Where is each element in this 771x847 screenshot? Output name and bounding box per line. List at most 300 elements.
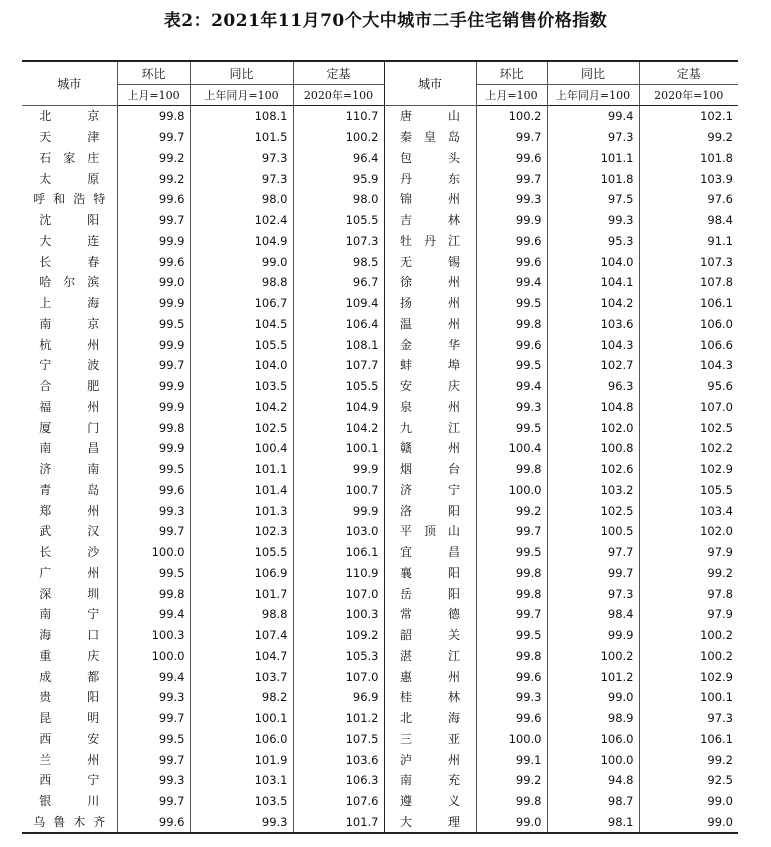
yoy-value-left: 103.5	[190, 376, 293, 397]
city-name-right	[384, 210, 476, 231]
city-label: 牡丹江	[400, 233, 460, 248]
yoy-value-left: 106.0	[190, 729, 293, 750]
yoy-value-right: 94.8	[547, 770, 639, 791]
fixed-value-left: 105.3	[293, 646, 384, 667]
city-name-right	[384, 604, 476, 625]
city-label: 海口	[39, 628, 100, 643]
city-name-left	[22, 480, 117, 501]
yoy-value-left: 99.0	[190, 251, 293, 272]
mom-value-left: 99.6	[117, 812, 190, 834]
table-row	[22, 583, 738, 604]
fixed-value-right: 97.6	[639, 189, 738, 210]
yoy-value-right: 104.8	[547, 397, 639, 418]
header-mom-base-left: 上月=100	[117, 85, 190, 106]
mom-value-right: 99.4	[476, 272, 547, 293]
mom-value-right: 99.6	[476, 251, 547, 272]
city-name-right	[384, 168, 476, 189]
city-label: 北京	[39, 109, 100, 124]
fixed-value-right: 97.9	[639, 604, 738, 625]
city-label: 包头	[400, 150, 460, 165]
yoy-value-left: 103.7	[190, 666, 293, 687]
city-label: 岳阳	[400, 586, 460, 601]
city-name-right	[384, 293, 476, 314]
yoy-value-right: 103.2	[547, 480, 639, 501]
city-label: 泸州	[400, 752, 460, 767]
yoy-value-left: 104.7	[190, 646, 293, 667]
yoy-value-right: 99.7	[547, 563, 639, 584]
fixed-value-left: 96.4	[293, 148, 384, 169]
mom-value-right: 99.5	[476, 355, 547, 376]
mom-value-left: 99.0	[117, 272, 190, 293]
city-label: 徐州	[400, 275, 460, 290]
city-label: 济宁	[400, 482, 460, 497]
mom-value-left: 99.9	[117, 376, 190, 397]
yoy-value-left: 101.5	[190, 127, 293, 148]
city-name-right	[384, 334, 476, 355]
fixed-value-left: 110.9	[293, 563, 384, 584]
city-label: 常德	[400, 607, 460, 622]
city-name-left	[22, 583, 117, 604]
mom-value-right: 99.7	[476, 127, 547, 148]
mom-value-right: 99.1	[476, 749, 547, 770]
mom-value-right: 99.8	[476, 459, 547, 480]
city-name-left	[22, 749, 117, 770]
city-name-right	[384, 749, 476, 770]
yoy-value-left: 105.5	[190, 334, 293, 355]
fixed-value-right: 107.3	[639, 251, 738, 272]
yoy-value-left: 101.1	[190, 459, 293, 480]
table-row	[22, 646, 738, 667]
city-name-right	[384, 500, 476, 521]
city-label: 青岛	[39, 482, 100, 497]
fixed-value-right: 106.1	[639, 729, 738, 750]
fixed-value-left: 96.9	[293, 687, 384, 708]
table-row	[22, 625, 738, 646]
fixed-value-right: 102.9	[639, 666, 738, 687]
city-name-left	[22, 417, 117, 438]
table-title: 表2：2021年11月70个大中城市二手住宅销售价格指数	[163, 11, 608, 31]
city-name-left	[22, 272, 117, 293]
table-row	[22, 729, 738, 750]
city-label: 宁波	[39, 358, 100, 373]
header-fixed-base-left: 2020年=100	[293, 85, 384, 106]
city-label: 福州	[39, 399, 100, 414]
yoy-value-right: 100.8	[547, 438, 639, 459]
city-name-right	[384, 438, 476, 459]
city-label: 温州	[400, 316, 460, 331]
header-yoy-base-left: 上年同月=100	[190, 85, 293, 106]
fixed-value-left: 107.3	[293, 231, 384, 252]
city-name-right	[384, 272, 476, 293]
yoy-value-right: 98.9	[547, 708, 639, 729]
yoy-value-right: 99.4	[547, 106, 639, 127]
mom-value-left: 99.7	[117, 521, 190, 542]
mom-value-left: 99.3	[117, 500, 190, 521]
table-row	[22, 189, 738, 210]
table-row	[22, 272, 738, 293]
city-name-left	[22, 210, 117, 231]
mom-value-right: 99.2	[476, 770, 547, 791]
yoy-value-right: 98.4	[547, 604, 639, 625]
yoy-value-left: 100.4	[190, 438, 293, 459]
city-label: 上海	[39, 296, 100, 311]
mom-value-left: 99.2	[117, 148, 190, 169]
fixed-value-left: 98.5	[293, 251, 384, 272]
fixed-value-right: 102.9	[639, 459, 738, 480]
city-label: 襄阳	[400, 565, 460, 580]
mom-value-left: 99.7	[117, 791, 190, 812]
city-label: 锦州	[400, 192, 460, 207]
city-label: 太原	[39, 171, 100, 186]
yoy-value-left: 98.0	[190, 189, 293, 210]
fixed-value-right: 99.2	[639, 563, 738, 584]
mom-value-right: 99.8	[476, 646, 547, 667]
mom-value-left: 100.0	[117, 646, 190, 667]
city-name-left	[22, 791, 117, 812]
table-row	[22, 334, 738, 355]
mom-value-right: 99.8	[476, 583, 547, 604]
header-city-right: 城市	[384, 61, 476, 106]
yoy-value-left: 101.9	[190, 749, 293, 770]
city-name-right	[384, 376, 476, 397]
table-row	[22, 749, 738, 770]
mom-value-right: 99.8	[476, 314, 547, 335]
yoy-value-left: 106.7	[190, 293, 293, 314]
city-label: 石家庄	[39, 150, 100, 165]
header-fixed-left: 定基	[293, 61, 384, 85]
fixed-value-left: 106.4	[293, 314, 384, 335]
yoy-value-right: 99.9	[547, 625, 639, 646]
yoy-value-right: 101.2	[547, 666, 639, 687]
city-name-left	[22, 148, 117, 169]
city-label: 三亚	[400, 731, 460, 746]
table-row	[22, 397, 738, 418]
city-name-left	[22, 563, 117, 584]
yoy-value-left: 98.2	[190, 687, 293, 708]
mom-value-right: 99.5	[476, 625, 547, 646]
table-row	[22, 604, 738, 625]
city-label: 南昌	[39, 441, 100, 456]
mom-value-left: 99.8	[117, 417, 190, 438]
city-name-left	[22, 106, 117, 127]
city-label: 沈阳	[39, 213, 100, 228]
table-row	[22, 708, 738, 729]
yoy-value-left: 108.1	[190, 106, 293, 127]
header-mom-base-right: 上月=100	[476, 85, 547, 106]
fixed-value-right: 102.2	[639, 438, 738, 459]
fixed-value-right: 102.0	[639, 521, 738, 542]
city-label: 武汉	[39, 524, 100, 539]
city-label: 西安	[39, 731, 100, 746]
fixed-value-right: 100.2	[639, 646, 738, 667]
mom-value-left: 99.9	[117, 293, 190, 314]
city-label: 唐山	[400, 109, 460, 124]
yoy-value-right: 99.0	[547, 687, 639, 708]
fixed-value-left: 101.7	[293, 812, 384, 834]
fixed-value-right: 103.4	[639, 500, 738, 521]
city-label: 成都	[39, 669, 100, 684]
fixed-value-right: 97.9	[639, 542, 738, 563]
mom-value-left: 99.7	[117, 708, 190, 729]
city-label: 长沙	[39, 545, 100, 560]
fixed-value-left: 110.7	[293, 106, 384, 127]
fixed-value-right: 92.5	[639, 770, 738, 791]
fixed-value-left: 107.7	[293, 355, 384, 376]
yoy-value-left: 100.1	[190, 708, 293, 729]
fixed-value-left: 100.2	[293, 127, 384, 148]
city-label: 郑州	[39, 503, 100, 518]
header-yoy-right: 同比	[547, 61, 639, 85]
yoy-value-right: 99.3	[547, 210, 639, 231]
fixed-value-left: 106.3	[293, 770, 384, 791]
city-name-right	[384, 251, 476, 272]
yoy-value-right: 102.0	[547, 417, 639, 438]
header-yoy-left: 同比	[190, 61, 293, 85]
city-label: 湛江	[400, 648, 460, 663]
mom-value-right: 99.9	[476, 210, 547, 231]
city-name-right	[384, 583, 476, 604]
city-name-left	[22, 127, 117, 148]
mom-value-right: 100.0	[476, 480, 547, 501]
mom-value-right: 99.5	[476, 293, 547, 314]
mom-value-left: 99.8	[117, 583, 190, 604]
fixed-value-left: 98.0	[293, 189, 384, 210]
city-name-left	[22, 293, 117, 314]
fixed-value-right: 106.1	[639, 293, 738, 314]
yoy-value-left: 107.4	[190, 625, 293, 646]
yoy-value-left: 102.4	[190, 210, 293, 231]
city-label: 合肥	[39, 379, 100, 394]
table-row	[22, 376, 738, 397]
city-name-left	[22, 376, 117, 397]
fixed-value-left: 99.9	[293, 500, 384, 521]
table-body	[22, 106, 738, 834]
table-row	[22, 251, 738, 272]
table-row	[22, 127, 738, 148]
city-name-right	[384, 625, 476, 646]
fixed-value-left: 107.5	[293, 729, 384, 750]
mom-value-left: 99.7	[117, 210, 190, 231]
city-label: 遵义	[400, 794, 460, 809]
city-name-right	[384, 417, 476, 438]
fixed-value-left: 105.5	[293, 376, 384, 397]
yoy-value-left: 104.2	[190, 397, 293, 418]
yoy-value-right: 97.3	[547, 127, 639, 148]
yoy-value-right: 97.7	[547, 542, 639, 563]
city-label: 泉州	[400, 399, 460, 414]
table-row	[22, 770, 738, 791]
mom-value-right: 99.8	[476, 791, 547, 812]
mom-value-left: 99.5	[117, 729, 190, 750]
yoy-value-right: 102.6	[547, 459, 639, 480]
city-name-right	[384, 708, 476, 729]
city-name-right	[384, 542, 476, 563]
city-label: 哈尔滨	[39, 275, 100, 290]
city-name-left	[22, 459, 117, 480]
mom-value-left: 99.6	[117, 480, 190, 501]
city-name-left	[22, 397, 117, 418]
city-label: 丹东	[400, 171, 460, 186]
city-label: 大连	[39, 233, 100, 248]
city-name-left	[22, 168, 117, 189]
table-row	[22, 355, 738, 376]
fixed-value-left: 108.1	[293, 334, 384, 355]
city-label: 扬州	[400, 296, 460, 311]
city-label: 天津	[39, 130, 100, 145]
city-name-left	[22, 542, 117, 563]
city-label: 九江	[400, 420, 460, 435]
city-label: 广州	[39, 565, 100, 580]
city-name-right	[384, 127, 476, 148]
table-row	[22, 148, 738, 169]
city-name-left	[22, 314, 117, 335]
mom-value-right: 99.3	[476, 687, 547, 708]
table-row	[22, 521, 738, 542]
mom-value-right: 99.6	[476, 334, 547, 355]
city-name-left	[22, 708, 117, 729]
yoy-value-left: 101.4	[190, 480, 293, 501]
mom-value-right: 99.6	[476, 231, 547, 252]
mom-value-left: 99.2	[117, 168, 190, 189]
fixed-value-left: 109.2	[293, 625, 384, 646]
mom-value-left: 99.7	[117, 749, 190, 770]
city-name-left	[22, 604, 117, 625]
yoy-value-right: 98.7	[547, 791, 639, 812]
yoy-value-left: 104.5	[190, 314, 293, 335]
fixed-value-left: 109.4	[293, 293, 384, 314]
city-label: 南充	[400, 773, 460, 788]
city-name-right	[384, 480, 476, 501]
yoy-value-right: 104.2	[547, 293, 639, 314]
mom-value-left: 99.5	[117, 314, 190, 335]
yoy-value-left: 97.3	[190, 148, 293, 169]
mom-value-left: 99.5	[117, 459, 190, 480]
mom-value-right: 99.7	[476, 521, 547, 542]
yoy-value-right: 103.6	[547, 314, 639, 335]
city-name-right	[384, 687, 476, 708]
fixed-value-right: 100.2	[639, 625, 738, 646]
yoy-value-right: 101.8	[547, 168, 639, 189]
city-label: 厦门	[39, 420, 100, 435]
fixed-value-right: 91.1	[639, 231, 738, 252]
city-label: 兰州	[39, 752, 100, 767]
mom-value-left: 100.3	[117, 625, 190, 646]
city-label: 昆明	[39, 711, 100, 726]
yoy-value-left: 97.3	[190, 168, 293, 189]
city-label: 秦皇岛	[400, 130, 460, 145]
city-name-right	[384, 189, 476, 210]
city-name-right	[384, 106, 476, 127]
fixed-value-left: 104.9	[293, 397, 384, 418]
table-row	[22, 459, 738, 480]
mom-value-left: 99.3	[117, 687, 190, 708]
table-row	[22, 666, 738, 687]
fixed-value-left: 105.5	[293, 210, 384, 231]
city-name-left	[22, 500, 117, 521]
city-label: 惠州	[400, 669, 460, 684]
fixed-value-left: 101.2	[293, 708, 384, 729]
mom-value-right: 100.0	[476, 729, 547, 750]
mom-value-right: 99.4	[476, 376, 547, 397]
fixed-value-right: 99.0	[639, 812, 738, 834]
fixed-value-left: 104.2	[293, 417, 384, 438]
mom-value-left: 99.9	[117, 438, 190, 459]
city-name-right	[384, 148, 476, 169]
table-row	[22, 500, 738, 521]
city-name-right	[384, 729, 476, 750]
mom-value-left: 99.7	[117, 355, 190, 376]
fixed-value-right: 105.5	[639, 480, 738, 501]
fixed-value-right: 101.8	[639, 148, 738, 169]
fixed-value-left: 107.6	[293, 791, 384, 812]
mom-value-left: 99.4	[117, 666, 190, 687]
city-name-left	[22, 521, 117, 542]
table-row	[22, 480, 738, 501]
mom-value-right: 99.7	[476, 168, 547, 189]
mom-value-left: 99.3	[117, 770, 190, 791]
mom-value-left: 99.6	[117, 189, 190, 210]
city-label: 平顶山	[400, 524, 460, 539]
city-label: 赣州	[400, 441, 460, 456]
city-name-left	[22, 812, 117, 834]
table-row	[22, 542, 738, 563]
table-row	[22, 314, 738, 335]
city-label: 洛阳	[400, 503, 460, 518]
header-fixed-base-right: 2020年=100	[639, 85, 738, 106]
yoy-value-left: 106.9	[190, 563, 293, 584]
city-label: 银川	[39, 794, 100, 809]
city-name-right	[384, 563, 476, 584]
table-row	[22, 293, 738, 314]
fixed-value-right: 106.6	[639, 334, 738, 355]
city-label: 无锡	[400, 254, 460, 269]
header-mom-left: 环比	[117, 61, 190, 85]
table-row	[22, 231, 738, 252]
yoy-value-right: 102.5	[547, 500, 639, 521]
city-name-right	[384, 459, 476, 480]
header-city-left: 城市	[22, 61, 117, 106]
city-name-left	[22, 625, 117, 646]
fixed-value-right: 107.8	[639, 272, 738, 293]
mom-value-right: 99.6	[476, 666, 547, 687]
city-name-right	[384, 397, 476, 418]
yoy-value-left: 104.0	[190, 355, 293, 376]
mom-value-right: 99.3	[476, 189, 547, 210]
yoy-value-right: 98.1	[547, 812, 639, 834]
yoy-value-left: 98.8	[190, 604, 293, 625]
fixed-value-left: 107.0	[293, 666, 384, 687]
city-label: 杭州	[39, 337, 100, 352]
table-row	[22, 791, 738, 812]
fixed-value-right: 107.0	[639, 397, 738, 418]
price-index-table	[22, 60, 738, 834]
mom-value-right: 99.0	[476, 812, 547, 834]
city-name-right	[384, 666, 476, 687]
yoy-value-right: 101.1	[547, 148, 639, 169]
city-name-left	[22, 687, 117, 708]
city-name-left	[22, 189, 117, 210]
table-row	[22, 168, 738, 189]
mom-value-left: 99.9	[117, 231, 190, 252]
fixed-value-right: 102.1	[639, 106, 738, 127]
city-name-right	[384, 791, 476, 812]
mom-value-left: 99.5	[117, 563, 190, 584]
fixed-value-left: 100.1	[293, 438, 384, 459]
mom-value-left: 99.9	[117, 397, 190, 418]
city-name-left	[22, 770, 117, 791]
city-label: 深圳	[39, 586, 100, 601]
fixed-value-left: 100.3	[293, 604, 384, 625]
